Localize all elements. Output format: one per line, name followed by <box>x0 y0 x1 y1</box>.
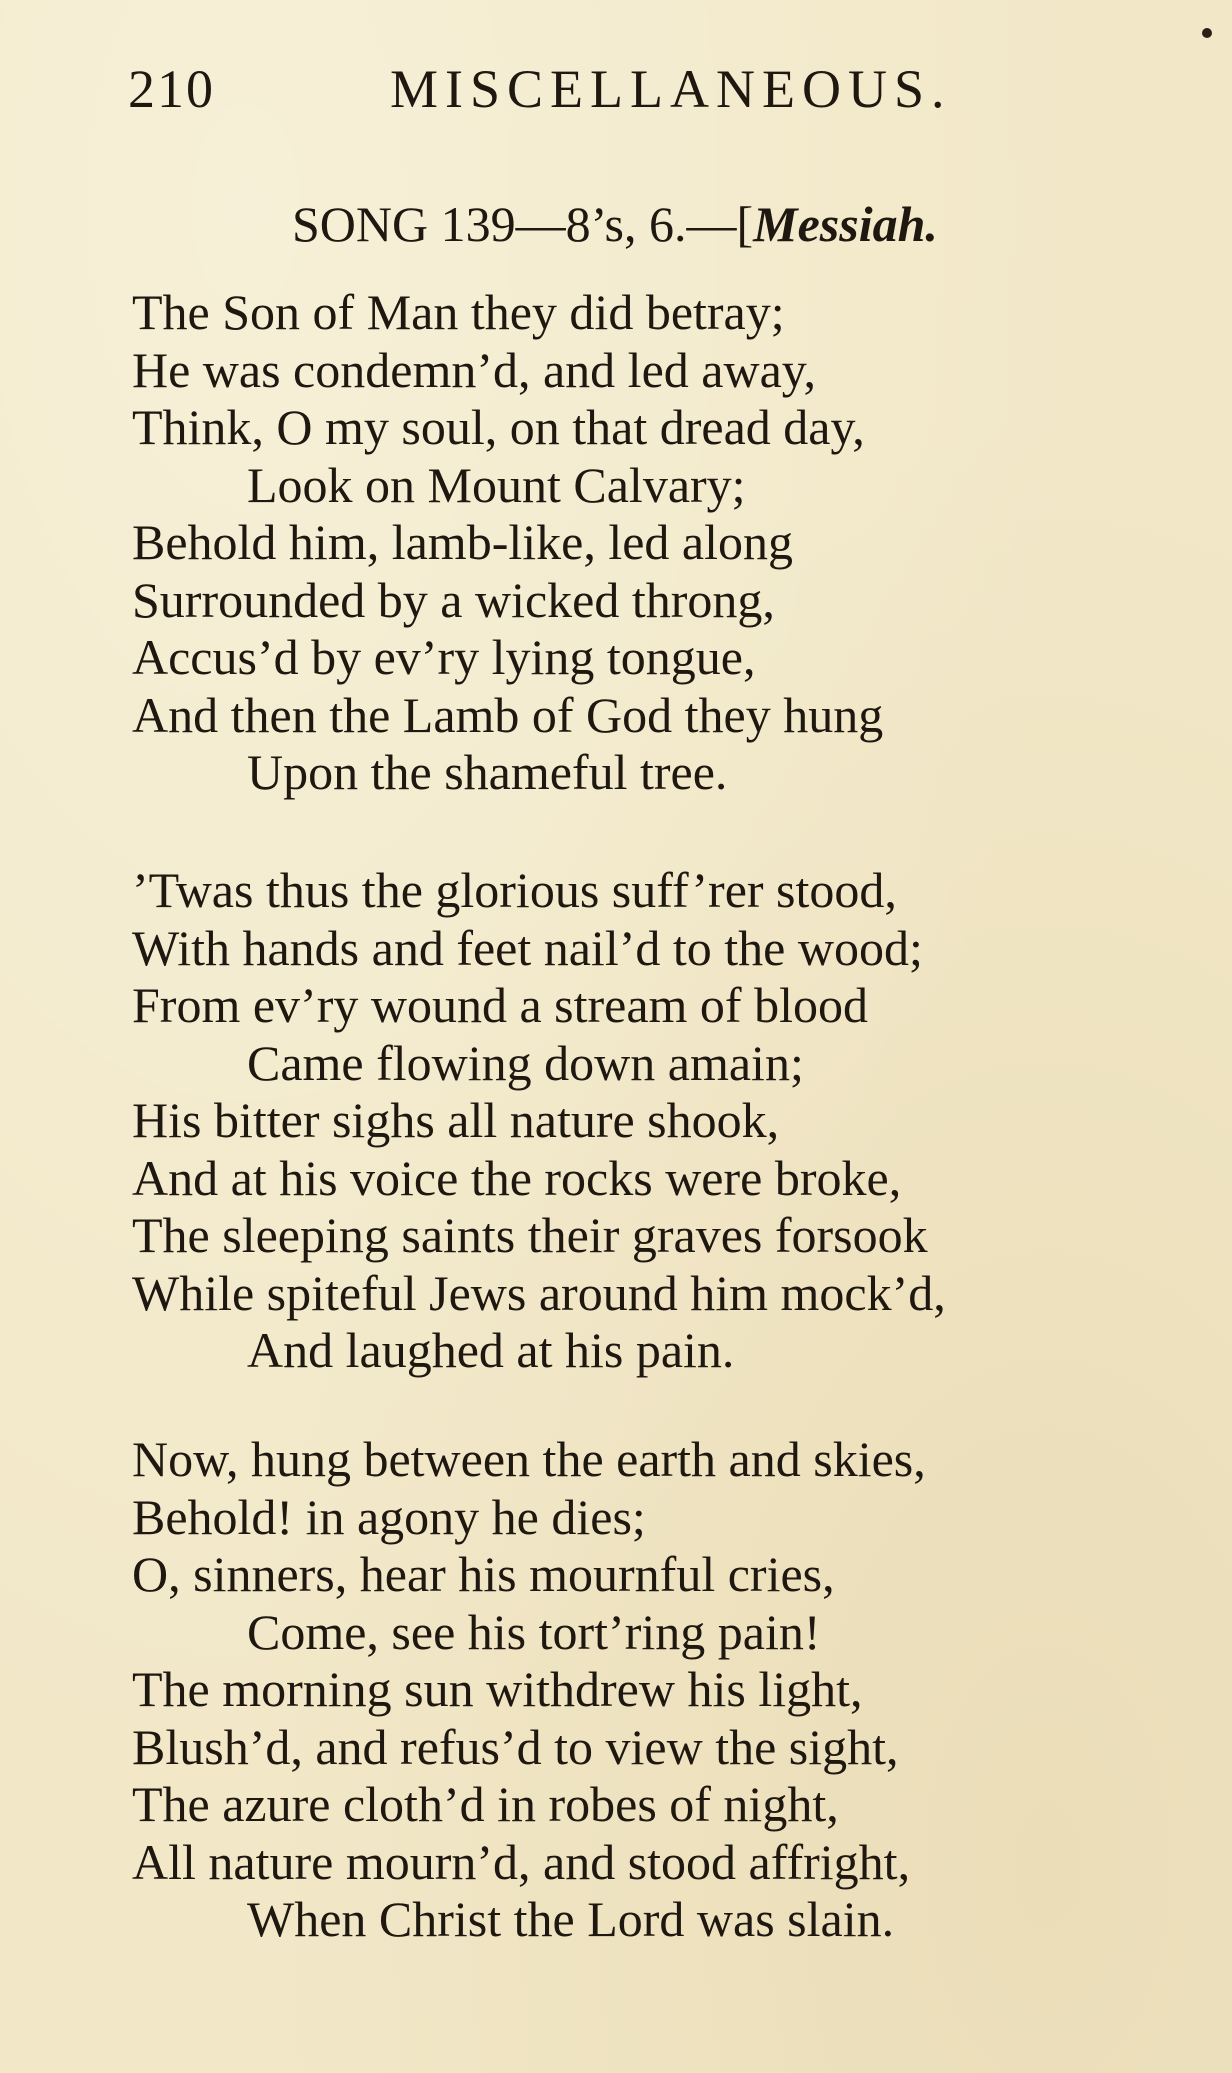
stanza-3 <box>132 1431 1192 1949</box>
running-title: MISCELLANEOUS. <box>390 59 952 119</box>
verse-line: Now, hung between the earth and skies, <box>132 1431 926 1487</box>
verse-line: All nature mourn’d, and stood affright, <box>132 1833 911 1890</box>
verse-line: Think, O my soul, on that dread day, <box>132 399 865 455</box>
verse-line: With hands and feet nail’d to the wood; <box>132 919 923 976</box>
verse-line: Behold him, lamb-like, led along <box>132 514 793 570</box>
verse-line: Behold! in agony he dies; <box>132 1488 646 1545</box>
ink-speck <box>1202 28 1212 38</box>
verse-line: ’Twas thus the glorious suff’rer stood, <box>132 862 897 918</box>
verse-line-indented: Look on Mount Calvary; <box>247 456 746 513</box>
page-number: 210 <box>128 59 215 119</box>
verse-line-indented: Came flowing down amain; <box>247 1034 804 1091</box>
verse-line: The sleeping saints their graves forsook <box>132 1207 928 1263</box>
verse-line-indented: When Christ the Lord was slain. <box>247 1891 895 1947</box>
song-heading <box>292 195 938 253</box>
verse-line: He was condemn’d, and led away, <box>132 341 817 398</box>
verse-line: And then the Lamb of God they hung <box>132 686 884 743</box>
verse-line: Accus’d by ev’ry lying tongue, <box>132 629 756 685</box>
verse-line: His bitter sighs all nature shook, <box>132 1092 780 1148</box>
verse-line: Surrounded by a wicked throng, <box>132 571 775 628</box>
verse-line: Blush’d, and refus’d to view the sight, <box>132 1718 899 1775</box>
verse-line-indented: Upon the shameful tree. <box>247 744 728 800</box>
verse-line: The Son of Man they did betray; <box>132 284 785 340</box>
verse-line: From ev’ry wound a stream of blood <box>132 977 868 1033</box>
verse-line: O, sinners, hear his mournful cries, <box>132 1546 835 1602</box>
stanza-2 <box>132 862 1192 1380</box>
verse-line-indented: And laughed at his pain. <box>247 1322 735 1378</box>
stanza-1 <box>132 284 1192 802</box>
verse-line-indented: Come, see his tort’ring pain! <box>247 1603 821 1660</box>
verse-line: The morning sun withdrew his light, <box>132 1661 863 1717</box>
tune-name: Messiah. <box>753 196 938 252</box>
verse-line: And at his voice the rocks were broke, <box>132 1149 902 1206</box>
running-head <box>128 58 1128 128</box>
song-number-meter: SONG 139—8’s, 6.—[ <box>292 196 754 252</box>
verse-line: While spiteful Jews around him mock’d, <box>132 1264 946 1321</box>
verse-line: The azure cloth’d in robes of night, <box>132 1776 839 1832</box>
